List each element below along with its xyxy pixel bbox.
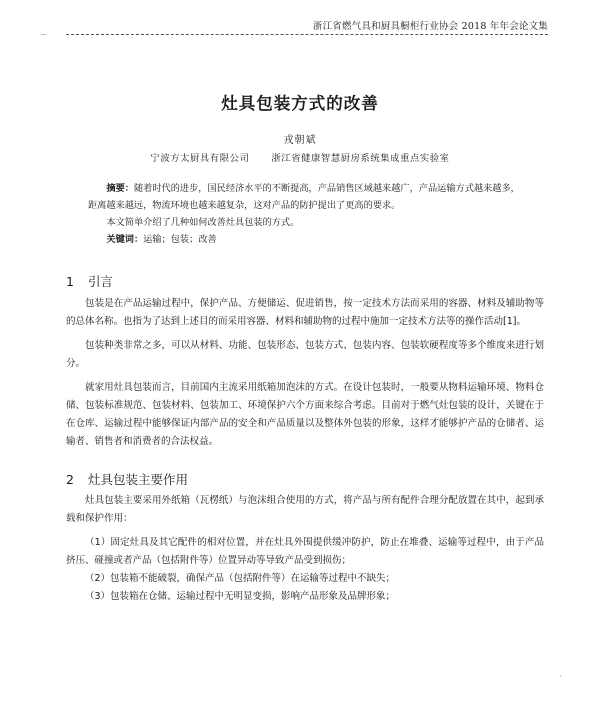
keywords-text: 运输；包装；改善 bbox=[143, 234, 217, 245]
body-paragraph: 就家用灶具包装而言，目前国内主流采用纸箱加泡沫的方式。在设计包装时，一般要从物料运输环境、物料仓储、包装标准规范、包装材料、包装加工、环境保护六个方面来综合考虑。目前对于燃气灶包装的设计，关键在于在仓库、运输过程中能够保证内部产品的安全和产品质量以及整体外包装的形象，这样才能够护产品的仓储者、运输者、销售者和消费者的合法权益。 bbox=[66, 382, 544, 447]
section-number: 1 bbox=[66, 274, 74, 289]
section-2-body bbox=[66, 492, 544, 606]
list-item: （1）固定灶具及其它配件的相对位置，并在灶具外围提供缓冲防护，防止在堆叠、运输等过程中，由于产品挤压、碰撞或者产品（包括附件等）位置异动等导致产品受到损伤； bbox=[66, 537, 544, 566]
list-item: （2）包装箱不能破裂，确保产品（包括附件等）在运输等过程中不缺失； bbox=[85, 573, 396, 584]
abstract-paragraph bbox=[88, 180, 524, 214]
section-2-heading bbox=[66, 470, 188, 488]
header-divider bbox=[66, 34, 548, 35]
body-paragraph: 包装种类非常之多，可以从材料、功能、包装形态、包装方式、包装内容、包装软硬程度等多个维度来进行划分。 bbox=[66, 340, 544, 369]
list-item: （3）包装箱在仓储、运输过程中无明显变损，影响产品形象及品牌形象； bbox=[85, 591, 396, 602]
keywords-line bbox=[88, 231, 524, 248]
section-1-heading bbox=[66, 272, 113, 290]
body-paragraph: 包装是在产品运输过程中，保护产品、方便储运、促进销售，按一定技术方法而采用的容器、材料及辅助物等的总体名称。也指为了达到上述目的而采用容器、材料和辅助物的过程中施加一定技术方法等的操作活动[1]。 bbox=[66, 298, 544, 327]
corner-mark: · bbox=[559, 672, 562, 681]
affiliation-2: 浙江省健康智慧厨房系统集成重点实验室 bbox=[271, 153, 450, 164]
abstract-paragraph-2: 本文简单介绍了几种如何改善灶具包装的方式。 bbox=[106, 217, 300, 228]
affiliations bbox=[0, 150, 600, 164]
section-title: 引言 bbox=[88, 274, 114, 289]
abstract-text: 随着时代的进步，国民经济水平的不断提高，产品销售区域越来越广，产品运输方式越来越多，距离越来越远，物流环境也越来越复杂，这对产品的防护提出了更高的要求。 bbox=[88, 183, 520, 211]
running-header: 浙江省燃气具和厨具橱柜行业协会 2018 年年会论文集 bbox=[312, 21, 548, 32]
keywords-label: 关键词： bbox=[106, 234, 144, 245]
article-title: 灶具包装方式的改善 bbox=[221, 94, 379, 113]
affiliation-1: 宁波方太厨具有限公司 bbox=[150, 153, 250, 164]
author-name: 戎朝斌 bbox=[283, 135, 317, 146]
abstract-block bbox=[88, 180, 524, 248]
section-number: 2 bbox=[66, 472, 74, 487]
section-1-body bbox=[66, 295, 544, 457]
body-paragraph: 灶具包装主要采用外纸箱（瓦楞纸）与泡沫组合使用的方式，将产品与所有配件合理分配放置在其中，起到承载和保护作用： bbox=[66, 495, 544, 524]
margin-mark: ~ bbox=[40, 30, 47, 39]
section-title: 灶具包装主要作用 bbox=[88, 472, 189, 487]
abstract-label: 摘要： bbox=[106, 183, 134, 194]
